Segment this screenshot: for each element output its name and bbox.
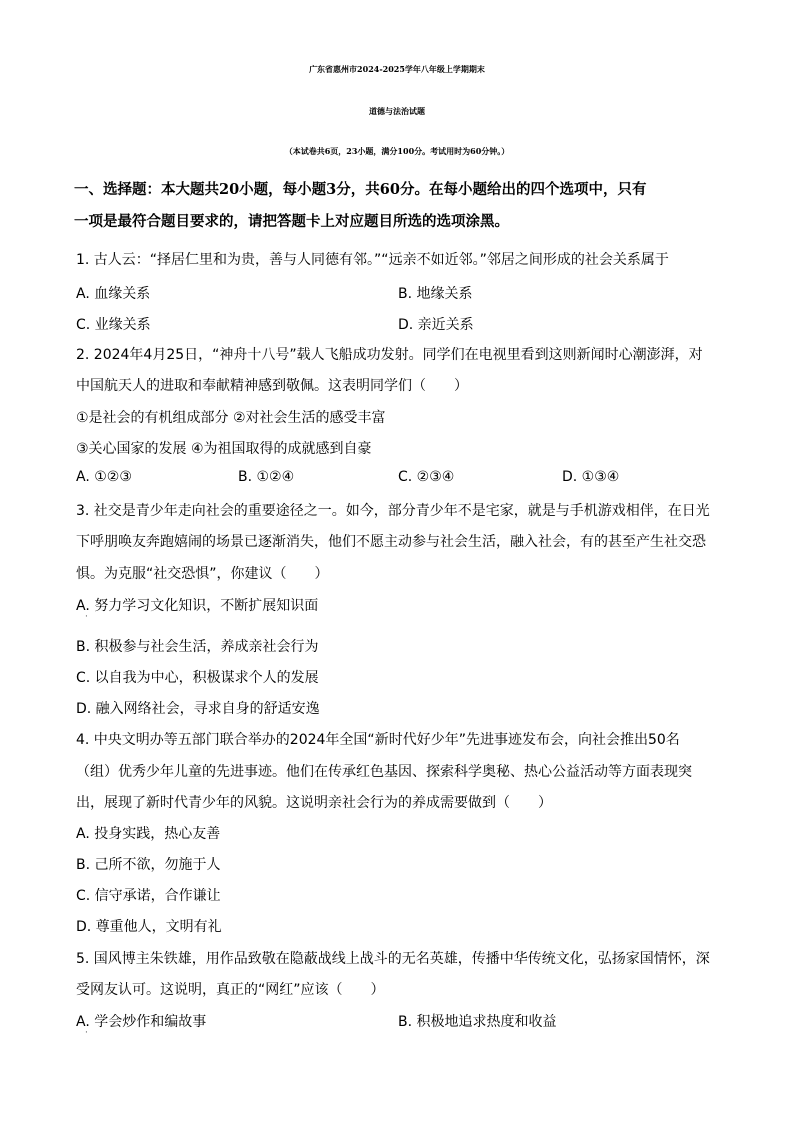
question-4-stem-line2: （组）优秀少年儿童的先进事迹。他们在传承红色基因、探索科学奥秘、热心公益活动等方面表现突: [76, 764, 692, 780]
exam-note: （本试卷共6页，23小题，满分100分。考试用时为60分钟。）: [284, 146, 510, 156]
question-3-option-c: C. 以自我为中心，积极谋求个人的发展: [76, 670, 319, 686]
question-3-stem-line3: 惧。为克服“社交恐惧”，你建议（ ）: [76, 566, 329, 582]
question-3-option-a: A. 努力学习文化知识，不断扩展知识面: [76, 598, 319, 614]
question-3-stem-line2: 下呼朋唤友奔跑嬉闹的场景已逐渐消失，他们不愿主动参与社会生活，融入社会，有的甚至产生社交恐: [76, 534, 706, 550]
question-4-option-a: A. 投身实践，热心友善: [76, 826, 221, 842]
question-5-stem-line1: 5. 国风博主朱铁雄，用作品致敬在隐蔽战线上战斗的无名英雄，传播中华传统文化，弘扬家国情怀，深: [76, 951, 710, 967]
scan-dot-mark: ·: [85, 612, 88, 622]
question-4-option-d: D. 尊重他人，文明有礼: [76, 919, 222, 935]
question-1-option-c: C. 业缘关系: [76, 317, 151, 333]
question-5-stem-line2: 受网友认可。这说明，真正的“网红”应该（ ）: [76, 982, 385, 998]
exam-title: 广东省惠州市2024-2025学年八年级上学期期末: [309, 64, 485, 74]
question-5-option-b: B. 积极地追求热度和收益: [398, 1014, 557, 1030]
question-4-option-b: B. 己所不欲，勿施于人: [76, 857, 221, 873]
question-2-option-d: D. ①③④: [562, 469, 620, 485]
question-2-statement-1: ①是社会的有机组成部分 ②对社会生活的感受丰富: [76, 410, 386, 426]
question-1-stem: 1. 古人云：“择居仁里和为贵，善与人同德有邻。”“远亲不如近邻。”邻居之间形成的社会关系属于: [76, 252, 669, 268]
question-3-option-d: D. 融入网络社会，寻求自身的舒适安逸: [76, 701, 320, 717]
question-2-stem-line1: 2. 2024年4月25日，“神舟十八号”载人飞船成功发射。同学们在电视里看到这则新闻时心潮澎湃，对: [76, 347, 703, 363]
question-2-option-b: B. ①②④: [238, 469, 295, 485]
question-4-stem-line3: 出，展现了新时代青少年的风貌。这说明亲社会行为的养成需要做到（ ）: [76, 795, 552, 811]
section-heading-line1: 一、选择题：本大题共20小题，每小题3分，共60分。在每小题给出的四个选项中，只有: [74, 181, 647, 198]
scan-dot-mark: ·: [85, 1028, 88, 1038]
question-5-option-a: A. 学会炒作和编故事: [76, 1014, 207, 1030]
question-4-option-c: C. 信守承诺，合作谦让: [76, 888, 221, 904]
exam-subject: 道德与法治试题: [369, 106, 425, 116]
question-2-stem-line2: 中国航天人的进取和奉献精神感到敬佩。这表明同学们（ ）: [76, 378, 468, 394]
question-3-stem-line1: 3. 社交是青少年走向社会的重要途径之一。如今，部分青少年不是宅家，就是与手机游戏相伴，在日光: [76, 503, 710, 519]
section-heading-line2: 一项是最符合题目要求的，请把答题卡上对应题目所选的选项涂黑。: [74, 213, 509, 230]
question-1-option-b: B. 地缘关系: [398, 286, 473, 302]
question-4-stem-line1: 4. 中央文明办等五部门联合举办的2024年全国“新时代好少年”先进事迹发布会，向社会推出50名: [76, 732, 680, 748]
question-1-option-d: D. 亲近关系: [398, 317, 474, 333]
question-1-option-a: A. 血缘关系: [76, 286, 151, 302]
question-2-option-c: C. ②③④: [398, 469, 455, 485]
question-3-option-b: B. 积极参与社会生活，养成亲社会行为: [76, 639, 319, 655]
question-2-option-a: A. ①②③: [76, 469, 132, 485]
question-2-statement-2: ③关心国家的发展 ④为祖国取得的成就感到自豪: [76, 441, 372, 457]
